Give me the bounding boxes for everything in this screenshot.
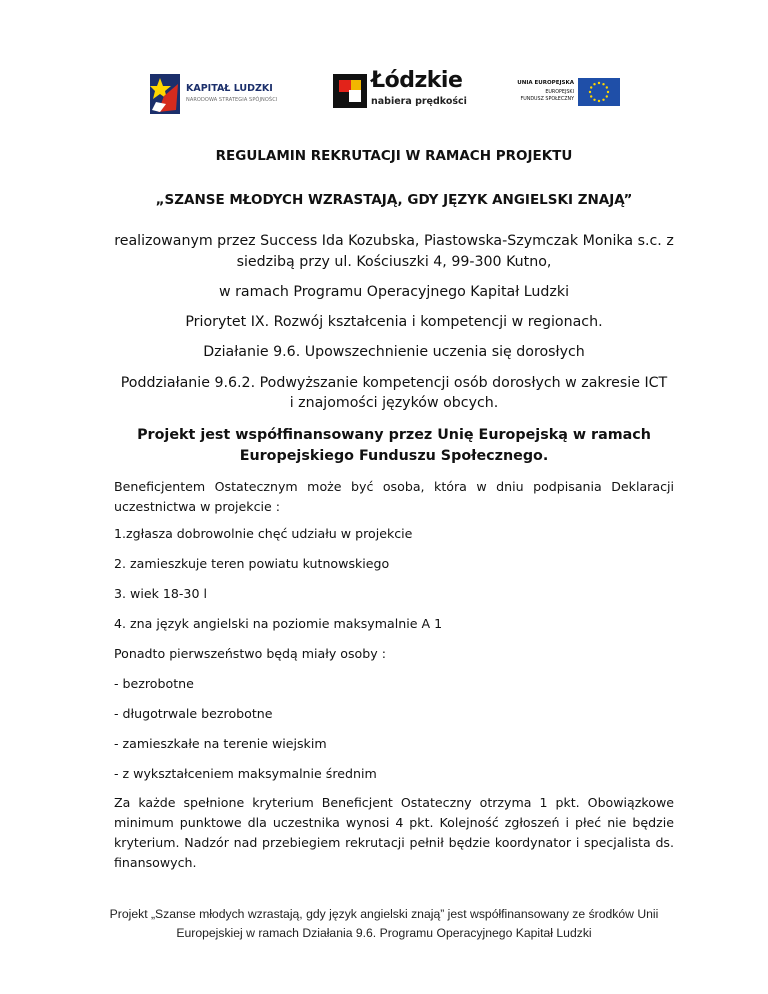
- eu-flag-icon: [578, 78, 620, 106]
- eu-fund-line-1: EUROPEJSKI: [545, 90, 574, 95]
- realizer-line-1: realizowanym przez Success Ida Kozubska, Piastowska-Szymczak Monika s.c. z: [114, 233, 674, 249]
- priority-line: Priorytet IX. Rozwój kształcenia i kompetencji w regionach.: [185, 314, 603, 330]
- program-line: w ramach Programu Operacyjnego Kapitał Ludzki: [218, 284, 570, 300]
- priority-group-item: - bezrobotne: [114, 676, 194, 691]
- lodzkie-mark-icon: [333, 74, 367, 108]
- kapital-ludzki-logo: [150, 74, 290, 116]
- eu-union-label: UNIA EUROPEJSKA: [517, 80, 574, 86]
- project-name: „SZANSE MŁODYCH WZRASTAJĄ, GDY JĘZYK ANGIELSKI ZNAJĄ”: [155, 192, 633, 208]
- kapital-ludzki-name: KAPITAŁ LUDZKI: [186, 83, 273, 94]
- subaction-line-2: i znajomości języków obcych.: [289, 395, 499, 411]
- logo-bar: [0, 68, 768, 118]
- criterion-item: 3. wiek 18-30 l: [114, 586, 207, 601]
- document-title: REGULAMIN REKRUTACJI W RAMACH PROJEKTU: [215, 148, 573, 164]
- eu-fund-label: [520, 89, 574, 103]
- footer-line-2: Europejskiej w ramach Działania 9.6. Programu Operacyjnego Kapitał Ludzki: [176, 926, 592, 940]
- priority-group-item: - zamieszkałe na terenie wiejskim: [114, 736, 327, 751]
- lodzkie-subtitle: nabiera prędkości: [371, 96, 467, 107]
- action-line: Działanie 9.6. Upowszechnienie uczenia się dorosłych: [203, 344, 585, 360]
- cofinance-line-1: Projekt jest współfinansowany przez Unię Europejską w ramach: [137, 427, 651, 443]
- criterion-item: 1.zgłasza dobrowolnie chęć udziału w projekcie: [114, 526, 413, 541]
- criterion-item: 2. zamieszkuje teren powiatu kutnowskiego: [114, 556, 390, 571]
- priority-group-item: - z wykształceniem maksymalnie średnim: [114, 766, 377, 781]
- page-footer: [60, 905, 708, 943]
- lodzkie-name: Łódzkie: [371, 68, 463, 93]
- kapital-ludzki-subtitle: NARODOWA STRATEGIA SPÓJNOŚCI: [186, 97, 278, 103]
- footer-line-1: Projekt „Szanse młodych wzrastają, gdy język angielski znają” jest współfinansowany ze środków Unii: [109, 907, 659, 921]
- cofinance-line-2: Europejskiego Funduszu Społecznego.: [239, 448, 549, 464]
- priority-intro: Ponadto pierwszeństwo będą miały osoby :: [114, 646, 386, 661]
- priority-group-item: - długotrwale bezrobotne: [114, 706, 273, 721]
- criterion-item: 4. zna język angielski na poziomie maksymalnie A 1: [114, 616, 443, 631]
- scoring-paragraph: Za każde spełnione kryterium Beneficjent Ostateczny otrzyma 1 pkt. Obowiązkowe minimum punktowe dla uczestnika wynosi 4 pkt. Kolejność zgłoszeń i płeć nie będzie kryterium. Nadzór nad przebiegiem rekrutacji pełnił będzie koordynator i specjalista ds. finansowych.: [114, 795, 674, 870]
- realizer-line-2: siedzibą przy ul. Kościuszki 4, 99-300 Kutno,: [236, 254, 552, 270]
- kapital-ludzki-mark-icon: [150, 74, 180, 114]
- eu-fund-line-2: FUNDUSZ SPOŁECZNY: [520, 97, 574, 102]
- subaction-line-1: Poddziałanie 9.6.2. Podwyższanie kompetencji osób dorosłych w zakresie ICT: [120, 375, 668, 391]
- lodzkie-logo: [333, 68, 467, 116]
- beneficiary-intro: Beneficjentem Ostatecznym może być osoba, która w dniu podpisania Deklaracji uczestnictwa w projekcie :: [114, 479, 674, 514]
- eu-logo: [508, 78, 620, 108]
